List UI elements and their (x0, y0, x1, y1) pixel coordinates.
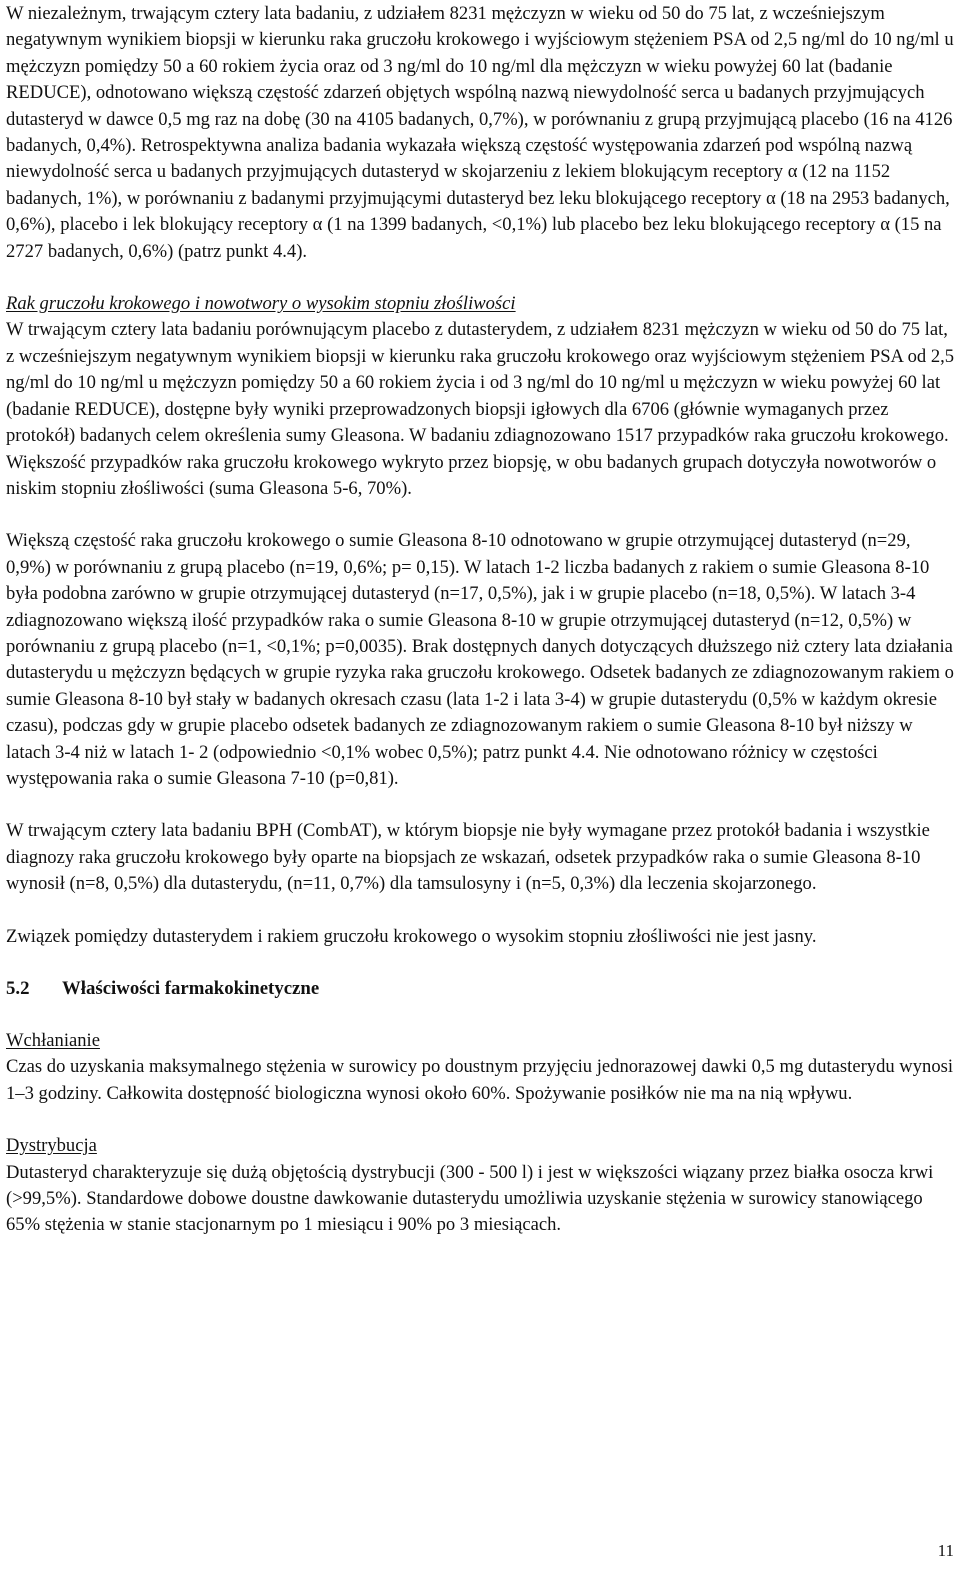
paragraph-reduce-heart-failure: W niezależnym, trwającym cztery lata badaniu, z udziałem 8231 mężczyzn w wieku od 50 do 75 lat, z wcześniejszym negatywnym wynikiem biopsji w kierunku raka gruczołu krokowego i wyjściowym stężeniem PSA od 2,5 ng/ml do 10 ng/ml u mężczyzn pomiędzy 50 a 60 rokiem życia oraz od 3 ng/ml do 10 ng/ml dla mężczyzn w wieku powyżej 60 lat (badanie REDUCE), odnotowano większą częstość zdarzeń objętych wspólną nazwą niewydolność serca u badanych przyjmujących dutasteryd w dawce 0,5 mg raz na dobę (30 na 4105 badanych, 0,7%), w porównaniu z grupą przyjmującą placebo (16 na 4126 badanych, 0,4%). Retrospektywna analiza badania wykazała większą częstość występowania zdarzeń pod wspólną nazwą niewydolność serca u badanych przyjmujących dutasteryd w skojarzeniu z lekiem blokującym receptory α (12 na 1152 badanych, 1%), w porównaniu z badanymi przyjmującymi dutasteryd bez leku blokującego receptory α (18 na 2953 badanych, 0,6%), placebo i lek blokujący receptory α (1 na 1399 badanych, <0,1%) lub placebo bez leku blokującego receptory α (15 na 2727 badanych, 0,6%) (patrz punkt 4.4). (6, 3, 954, 262)
paragraph-combat: W trwającym cztery lata badaniu BPH (CombAT), w którym biopsje nie były wymagane przez protokół badania i wszystkie diagnozy raka gruczołu krokowego były oparte na biopsjach ze wskazań, odsetek przypadków raka o sumie Gleasona 8-10 wynosił (n=8, 0,5%) dla dutasterydu, (n=11, 0,7%) dla tamsulosyny i (n=5, 0,3%) dla leczenia skojarzonego. (6, 820, 930, 895)
paragraph-absorption: Czas do uzyskania maksymalnego stężenia w surowicy po doustnym przyjęciu jednorazowej dawki 0,5 mg dutasterydu wynosi 1–3 godziny. Całkowita dostępność biologiczna wynosi około 60%. Spożywanie posiłków nie ma na nią wpływu. (6, 1056, 954, 1104)
page-number: 11 (937, 1541, 954, 1560)
prostate-cancer-section (6, 291, 956, 502)
paragraph-prostate-cancer: W trwającym cztery lata badaniu porównującym placebo z dutasterydem, z udziałem 8231 mężczyzn w wieku od 50 do 75 lat, z wcześniejszym negatywnym wynikiem biopsji w kierunku raka gruczołu krokowego oraz wyjściowym stężeniem PSA od 2,5 ng/ml do 10 ng/ml u mężczyzn pomiędzy 50 a 60 rokiem życia i od 3 ng/ml do 10 ng/ml u mężczyzn w wieku powyżej 60 lat (badanie REDUCE), dostępne były wyniki przeprowadzonych biopsji igłowych dla 6706 (głównie wymaganych przez protokół) badanych celem określenia sumy Gleasona. W badaniu zdiagnozowano 1517 przypadków raka gruczołu krokowego. Większość przypadków raka gruczołu krokowego wykryto przez biopsję, w obu badanych grupach dotyczyła nowotworów o niskim stopniu złośliwości (suma Gleasona 5-6, 70%). (6, 319, 955, 499)
distribution-section (6, 1133, 956, 1239)
subheading-prostate-cancer: Rak gruczołu krokowego i nowotwory o wysokim stopniu złośliwości (6, 293, 516, 315)
subheading-absorption: Wchłanianie (6, 1030, 100, 1051)
section-heading (6, 976, 956, 1002)
paragraph-gleason-8-10: Większą częstość raka gruczołu krokowego o sumie Gleasona 8-10 odnotowano w grupie otrzymującej dutasteryd (n=29, 0,9%) w porównaniu z grupą placebo (n=19, 0,6%; p= 0,15). W latach 1-2 liczba badanych z rakiem o sumie Gleasona 8-10 była podobna zarówno w grupie otrzymującej dutasteryd (n=17, 0,5%), jak i w grupie placebo (n=18, 0,5%). W latach 3-4 zdiagnozowano większą ilość przypadków raka o sumie Gleasona 8-10 w grupie otrzymującej dutasteryd (n=12, 0,5%) w porównaniu z grupą placebo (n=1, <0,1%; p=0,0035). Brak dostępnych danych dotyczących dłuższego niż cztery lata działania dutasterydu u mężczyzn będących w grupie ryzyka raka gruczołu krokowego. Odsetek badanych ze zdiagnozowanym rakiem o sumie Gleasona 8-10 był stały w badanych okresach czasu (lata 1-2 i lata 3-4) w grupie dutasterydu (0,5% w każdym okresie czasu), podczas gdy w grupie placebo odsetek badanych ze zdiagnozowanym rakiem o sumie Gleasona 8-10 był niższy w latach 3-4 niż w latach 1- 2 (odpowiednio <0,1% wobec 0,5%); patrz punkt 4.4. Nie odnotowano różnicy w częstości występowania raka o sumie Gleasona 7-10 (p=0,81). (6, 530, 954, 789)
document-page (6, 1, 956, 1239)
subheading-distribution: Dystrybucja (6, 1135, 97, 1157)
paragraph-distribution: Dutasteryd charakteryzuje się dużą objętością dystrybucji (300 - 500 l) i jest w większości wiązany przez białka osocza krwi (>99,5%). Standardowe dobowe doustne dawkowanie dutasterydu umożliwia uzyskanie stężenia w surowicy stanowiącego 65% stężenia w stanie stacjonarnym po 1 miesiącu i 90% po 3 miesiącach. (6, 1161, 934, 1236)
paragraph-unclear-relation: Związek pomiędzy dutasterydem i rakiem gruczołu krokowego o wysokim stopniu złośliwości nie jest jasny. (6, 925, 817, 947)
section-number: 5.2 (6, 978, 30, 999)
section-title: Właściwości farmakokinetyczne (62, 978, 320, 999)
absorption-section (6, 1028, 956, 1107)
